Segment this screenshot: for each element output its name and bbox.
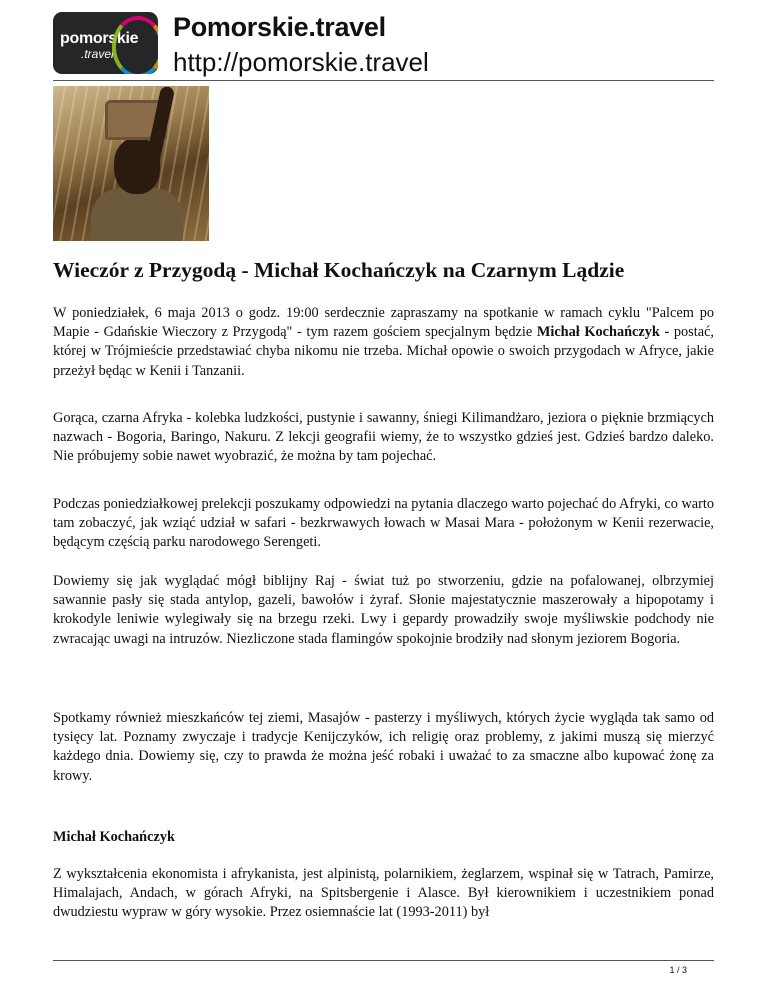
intro-text: W poniedziałek, 6 maja 2013 o godz. 19:00 serdecznie zapraszamy na spotkanie w ramach cyklu "Palcem po Mapie - Gdańskie Wieczory z Przygodą" - tym razem gościem specjalnym będzie — [53, 305, 714, 341]
paragraph-masai: Spotkamy również mieszkańców tej ziemi, Masajów - pasterzy i myśliwych, których życie wygląda tak samo od tysięcy lat. Poznamy zwyczaje i tradycje Kenijczyków, ich religię oraz problemy, z jakimi muszą się mierzyć każdego dnia. Dowiemy się, czy to prawda że można jeść robaki i uważać to za smaczne albo kupować żonę za krowy. — [53, 710, 714, 784]
paragraph-paradise: Dowiemy się jak wyglądać mógł biblijny Raj - świat tuż po stworzeniu, gdzie na pofalowanej, olbrzymiej sawannie pasły się stada antylop, gazeli, bawołów i żyraf. Słonie majestatycznie maszerowały a hipopotamy i krokodyle leniwie wylegiwały się na brzegu rzeki. Lwy i gepardy prowadziły swoje myśliwskie podchody nie zwracając uwagi na intruzów. Niezliczone stada flamingów spokojnie brodziły nad słonym jeziorem Bogoria. — [53, 573, 714, 647]
logo-wordmark: pomorskie — [60, 30, 139, 47]
article-photo — [53, 86, 209, 241]
article-title: Wieczór z Przygodą - Michał Kochańczyk na Czarnym Lądzie — [53, 258, 625, 282]
pomorskie-logo[interactable] — [53, 12, 158, 74]
intro-paragraph — [53, 304, 714, 381]
photo-figure-body — [91, 188, 183, 241]
site-url-link[interactable]: http://pomorskie.travel — [173, 47, 429, 77]
intro-text-continued: postać, której w Trójmieście przedstawiać chyba nikomu nie trzeba. Michał opowie o swoich przygodach w Afryce, jakie przeżył będąc w Kenii i Tanzanii. — [53, 324, 714, 379]
guest-name: Michał Kochańczyk - — [536, 324, 670, 341]
footer-divider — [53, 960, 714, 961]
paragraph-africa: Gorąca, czarna Afryka - kolebka ludzkości, pustynie i sawanny, śniegi Kilimandżaro, jeziora o pięknie brzmiących nazwach - Bogoria, Baringo, Nakuru. Z lekcji geografii wiemy, że to wszystko gdzieś jest. Gdzieś bardzo daleko. Nie próbujemy sobie nawet wyobrazić, że można by tam pojechać. — [53, 410, 714, 465]
header-divider — [53, 80, 714, 81]
bio-heading: Michał Kochańczyk — [53, 829, 175, 845]
page-number: 1 / 3 — [669, 965, 687, 975]
paragraph-lecture: Podczas poniedziałkowej prelekcji poszukamy odpowiedzi na pytania dlaczego warto pojechać do Afryki, co warto tam zobaczyć, jak wziąć udział w safari - bezkrwawych łowach w Masai Mara - położonym w Kenii rezerwacie, będącym częścią parku narodowego Serengeti. — [53, 496, 714, 551]
logo-suffix: .travel — [81, 47, 114, 61]
site-title: Pomorskie.travel — [173, 12, 386, 42]
logo-ring-icon — [112, 16, 158, 74]
paragraph-bio: Z wykształcenia ekonomista i afrykanista, jest alpinistą, polarnikiem, żeglarzem, wspinał się w Tatrach, Pamirze, Himalajach, Andach, w górach Afryki, na Spitsbergenie i Alasce. Był kierownikiem i uczestnikiem ponad dwudziestu wypraw w góry wysokie. Przez osiemnaście lat (1993-2011) był — [53, 866, 714, 921]
